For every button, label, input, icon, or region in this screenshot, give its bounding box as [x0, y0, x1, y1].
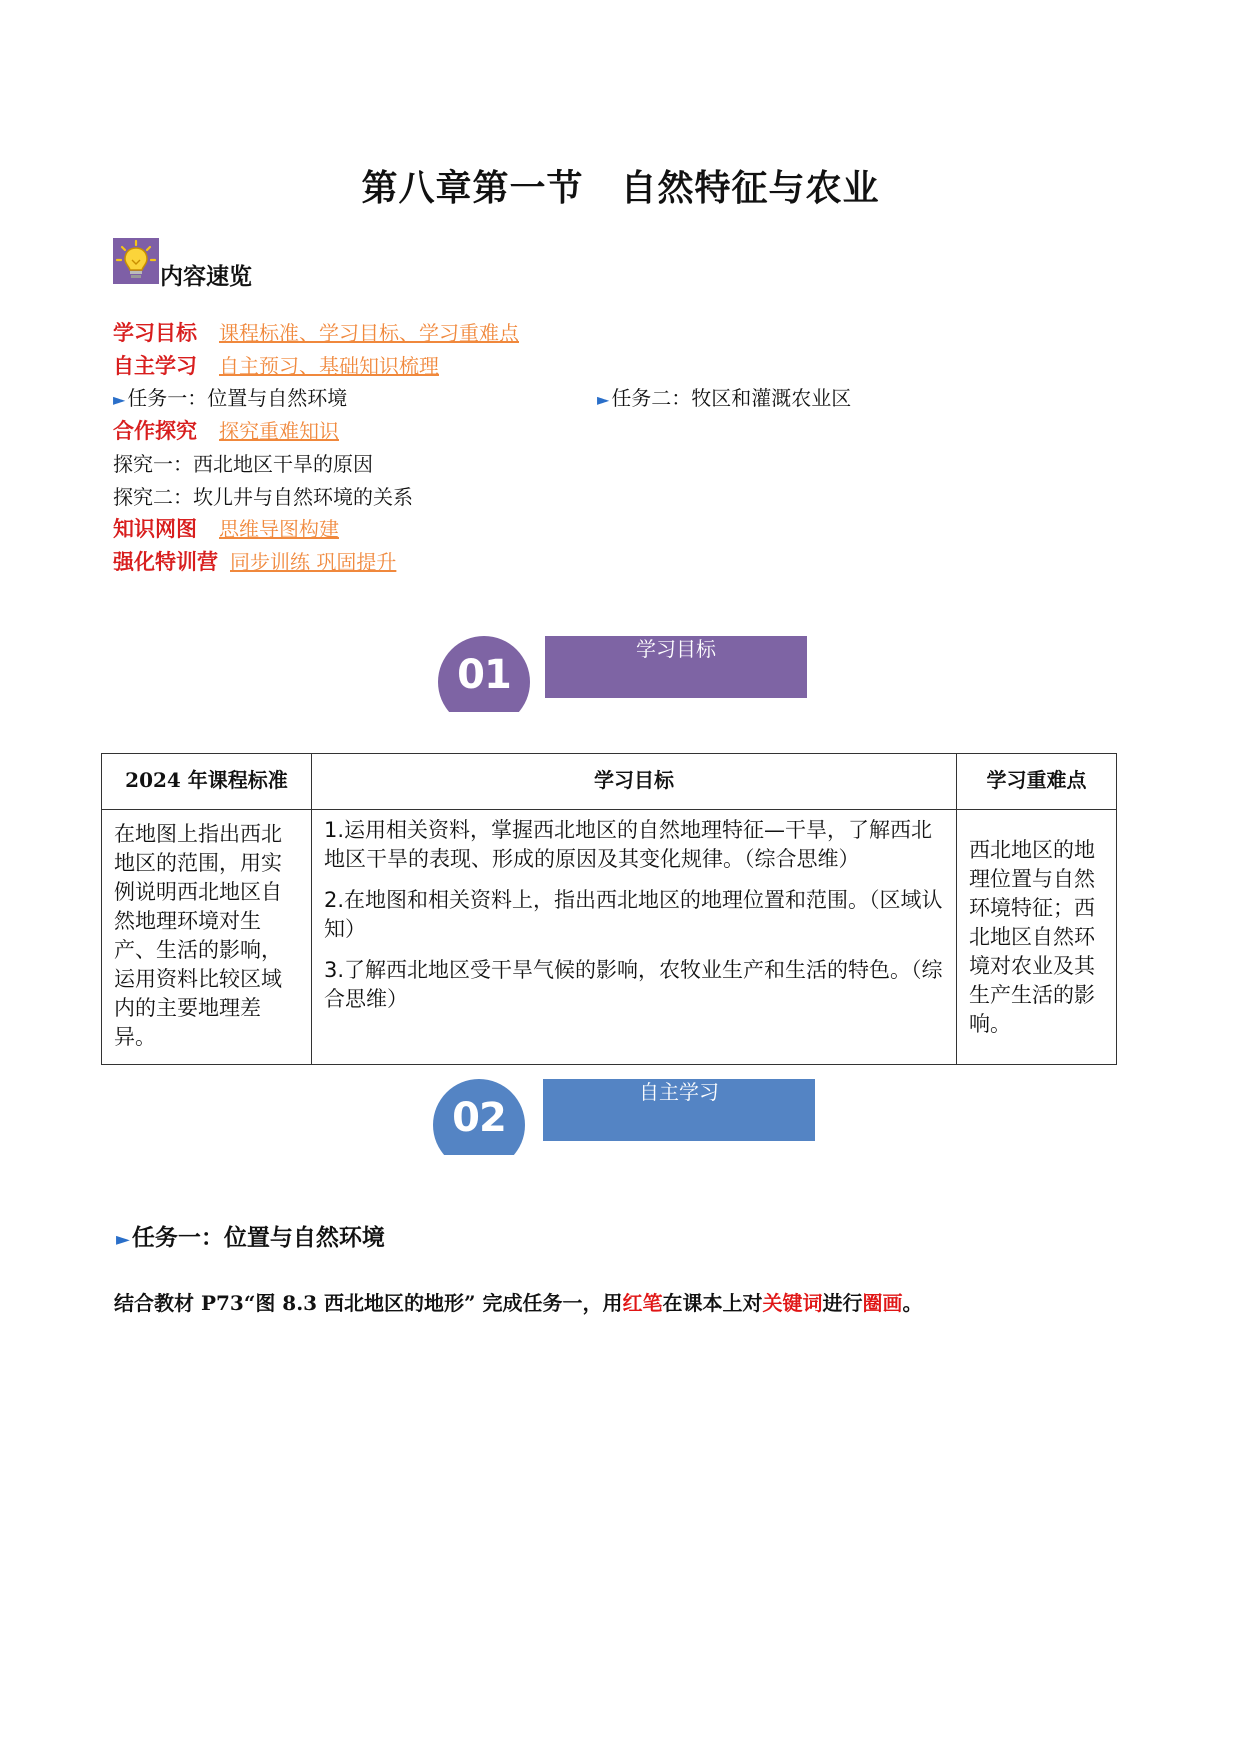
- training-link[interactable]: 同步训练 巩固提升: [230, 550, 397, 574]
- instruction-part: 进行: [822, 1291, 863, 1315]
- table-header: 学习目标: [312, 754, 957, 810]
- instruction-part: 结合教材 P73“图 8.3 西北地区的地形” 完成任务一，用: [114, 1291, 623, 1315]
- standard-cell: 在地图上指出西北地区的范围，用实例说明西北地区自然地理环境对生产、生活的影响，运用资料比较区域内的主要地理差异。: [102, 810, 312, 1065]
- mindmap-link[interactable]: 思维导图构建: [219, 517, 339, 541]
- key-points-cell: 西北地区的地理位置与自然环境特征；西北地区自然环境对农业及其生产生活的影响。: [957, 810, 1117, 1065]
- instruction-part: 。: [902, 1291, 923, 1315]
- learning-goals-table: [101, 753, 1117, 1065]
- overview-row-learning-goal: [113, 320, 519, 346]
- instruction-text: [114, 1287, 923, 1316]
- page-title: 第八章第一节 自然特征与农业: [361, 167, 880, 209]
- table-header: 2024 年课程标准: [102, 754, 312, 810]
- task1-text: 任务一：位置与自然环境: [127, 386, 348, 410]
- task1-item: [113, 385, 347, 413]
- training-label: 强化特训营: [113, 550, 218, 574]
- learning-goal-label: 学习目标: [113, 321, 197, 345]
- section-number: 01: [457, 652, 511, 698]
- section-number-circle: [433, 1079, 525, 1155]
- task2-text: 任务二：牧区和灌溉农业区: [611, 386, 852, 410]
- section-badge-02: [433, 1079, 813, 1169]
- instruction-part: 在课本上对: [662, 1291, 763, 1315]
- goal-item: 3.了解西北地区受干旱气候的影响，农牧业生产和生活的特色。（综合思维）: [324, 958, 943, 1011]
- self-study-link[interactable]: 自主预习、基础知识梳理: [219, 354, 439, 378]
- self-study-label: 自主学习: [113, 354, 197, 378]
- goal-item: 2.在地图和相关资料上，指出西北地区的地理位置和范围。（区域认知）: [324, 888, 943, 941]
- coop-link[interactable]: 探究重难知识: [219, 419, 339, 443]
- explore1-item: 探究一：西北地区干旱的原因: [113, 452, 373, 476]
- overview-row-mindmap: [113, 516, 339, 542]
- task2-item: [597, 385, 851, 413]
- instruction-highlight: 圈画: [862, 1291, 903, 1315]
- task-heading: [116, 1219, 385, 1252]
- table-header-row: [102, 754, 1117, 810]
- table-row: [102, 810, 1117, 1065]
- triangle-bullet-icon: ►: [113, 390, 126, 409]
- table-header: 学习重难点: [957, 754, 1117, 810]
- overview-row-self-study: [113, 353, 439, 379]
- mindmap-label: 知识网图: [113, 517, 197, 541]
- task-heading-text: 任务一：位置与自然环境: [131, 1225, 385, 1251]
- goal-item: 1.运用相关资料，掌握西北地区的自然地理特征—干旱，了解西北地区干旱的表现、形成的原因及其变化规律。（综合思维）: [324, 818, 933, 871]
- section-label: 自主学习: [543, 1079, 815, 1141]
- overview-row-training: [113, 549, 396, 575]
- goals-cell: [312, 810, 957, 1065]
- explore2-item: 探究二：坎儿井与自然环境的关系: [113, 485, 413, 509]
- triangle-bullet-icon: ►: [116, 1229, 130, 1250]
- triangle-bullet-icon: ►: [597, 390, 610, 409]
- instruction-highlight: 红笔: [622, 1291, 663, 1315]
- section-badge-01: [438, 636, 818, 726]
- coop-label: 合作探究: [113, 419, 197, 443]
- section-number-circle: [438, 636, 530, 712]
- section-label: 学习目标: [545, 636, 807, 698]
- overview-heading: 内容速览: [160, 264, 252, 290]
- instruction-highlight: 关键词: [762, 1291, 823, 1315]
- overview-row-coop: [113, 418, 339, 444]
- section-number: 02: [452, 1095, 506, 1141]
- lightbulb-icon: [113, 238, 159, 284]
- learning-goal-link[interactable]: 课程标准、学习目标、学习重难点: [219, 321, 519, 345]
